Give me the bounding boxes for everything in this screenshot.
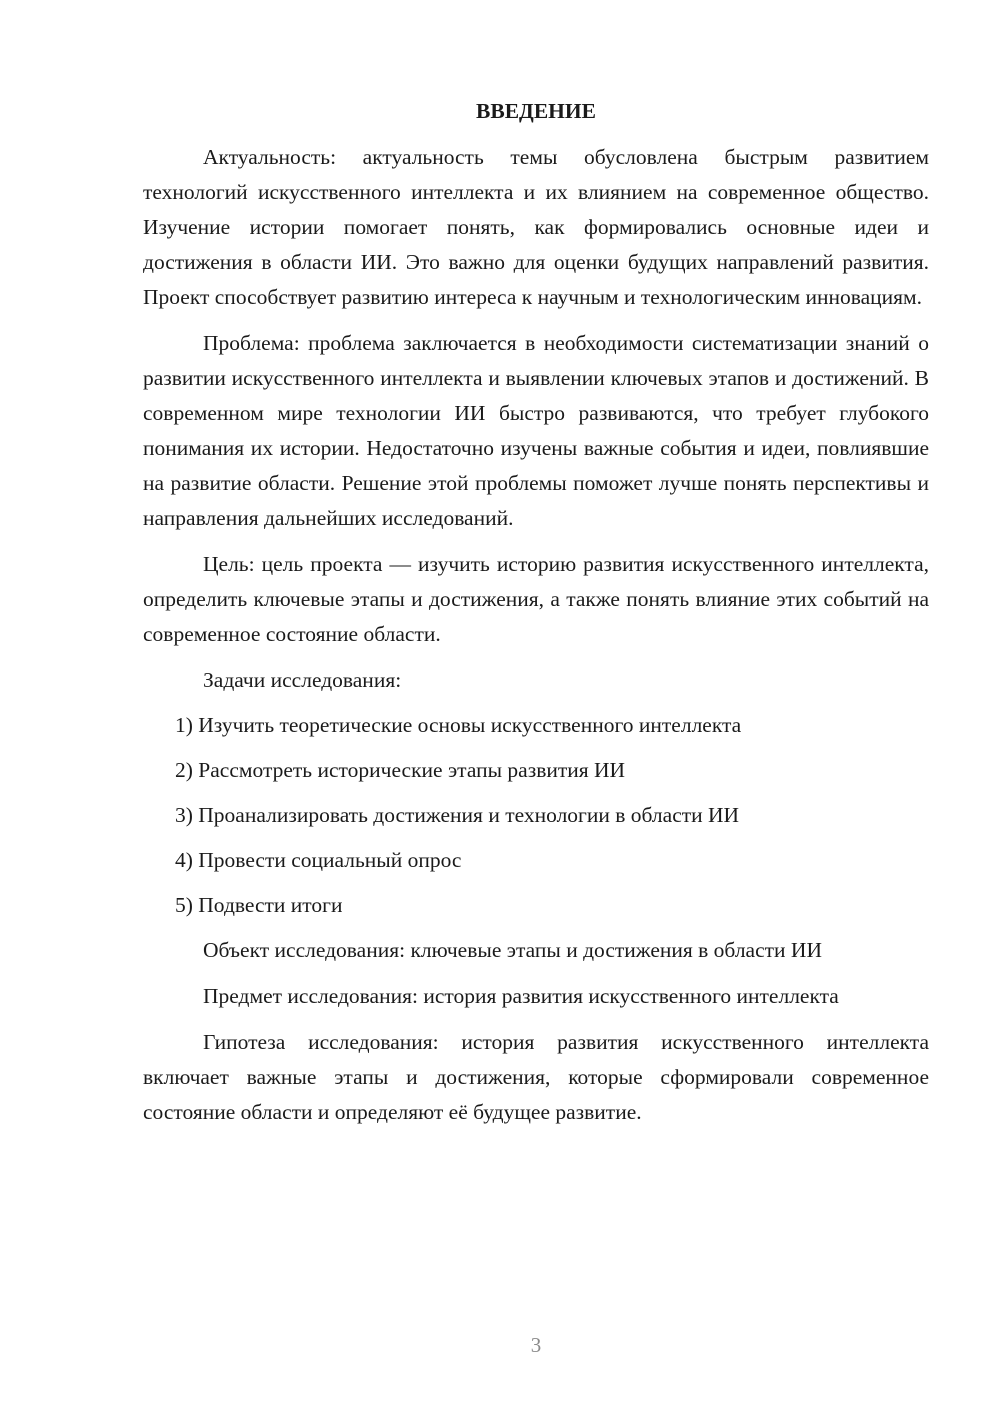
task-list	[143, 708, 929, 923]
list-item: 1) Изучить теоретические основы искусственного интеллекта	[175, 713, 742, 737]
tasks-heading: Задачи исследования:	[203, 668, 402, 692]
list-item: 2) Рассмотреть исторические этапы развития ИИ	[175, 758, 626, 782]
section-title: ВВЕДЕНИЕ	[476, 99, 596, 123]
object-paragraph: Объект исследования: ключевые этапы и достижения в области ИИ	[203, 938, 822, 962]
problem-paragraph: Проблема: проблема заключается в необходимости систематизации знаний о развитии искусственного интеллекта и выявлении ключевых этапов и достижений. В современном мире технологии ИИ быстро развиваются, что требует глубокого понимания их истории. Недостаточно изучены важные события и идеи, повлиявшие на развитие области. Решение этой проблемы поможет лучше понять перспективы и направления дальнейших исследований.	[143, 331, 929, 530]
goal-paragraph: Цель: цель проекта — изучить историю развития искусственного интеллекта, определить ключевые этапы и достижения, а также понять влияние этих событий на современное состояние области.	[143, 552, 929, 646]
page-number: 3	[530, 1333, 542, 1357]
document-page	[143, 96, 929, 1141]
relevance-paragraph: Актуальность: актуальность темы обусловлена быстрым развитием технологий искусственного интеллекта и их влиянием на современное общество. Изучение истории помогает понять, как формировались основные идеи и достижения в области ИИ. Это важно для оценки будущих направлений развития. Проект способствует развитию интереса к научным и технологическим инновациям.	[143, 145, 929, 309]
list-item: 4) Провести социальный опрос	[175, 848, 462, 872]
subject-paragraph: Предмет исследования: история развития искусственного интеллекта	[203, 984, 839, 1008]
list-item: 5) Подвести итоги	[175, 893, 343, 917]
hypothesis-paragraph: Гипотеза исследования: история развития искусственного интеллекта включает важные этапы и достижения, которые сформировали современное состояние области и определяют её будущее развитие.	[143, 1030, 929, 1124]
list-item: 3) Проанализировать достижения и технологии в области ИИ	[175, 803, 740, 827]
